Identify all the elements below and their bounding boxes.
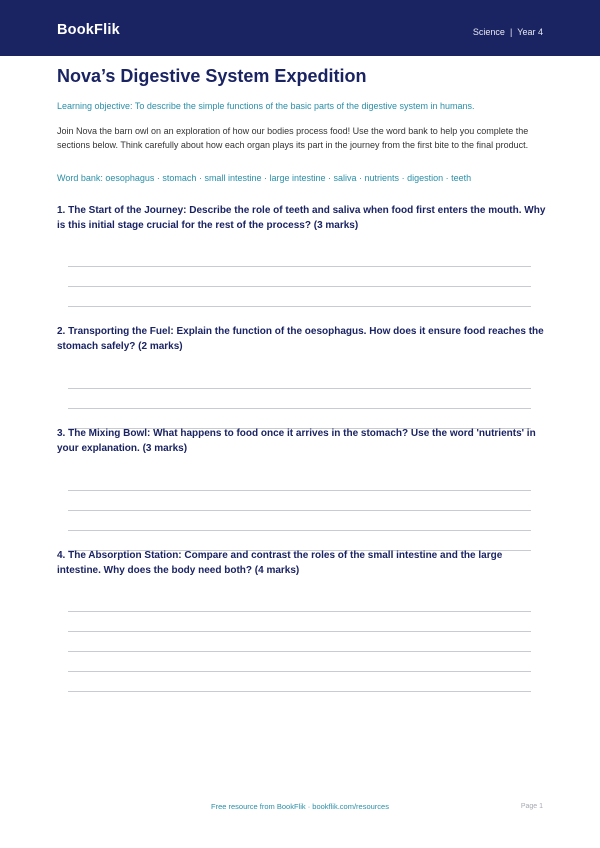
header-bar (0, 0, 600, 56)
word-bank-item: · nutrients (357, 173, 400, 183)
question-number: 3. (57, 428, 66, 439)
question-number: 1. (57, 205, 66, 216)
question-2 (57, 325, 547, 354)
answer-line[interactable] (68, 266, 531, 267)
question-text: The Absorption Station: Compare and contrast the roles of the small intestine and the large intestine. Why does the body need both? (4 marks) (57, 550, 503, 576)
word-bank-label: Word bank: (57, 173, 103, 183)
answer-line[interactable] (68, 631, 531, 632)
answer-line[interactable] (68, 691, 531, 692)
intro-paragraph: Join Nova the barn owl on an exploration of how our bodies process food! Use the word bank to help you complete the sections below. Think carefully about how each organ plays its part in the journey from the first bite to the final product. (57, 126, 529, 150)
question-text: The Mixing Bowl: What happens to food once it arrives in the stomach? Use the word 'nutrients' in your explanation. (3 marks) (57, 428, 536, 454)
answer-line[interactable] (68, 490, 531, 491)
answer-line[interactable] (68, 306, 531, 307)
learning-objective: Learning objective: To describe the simple functions of the basic parts of the digestive system in humans. (57, 101, 475, 111)
question-number: 4. (57, 550, 66, 561)
word-bank-words (105, 173, 471, 183)
answer-line[interactable] (68, 388, 531, 389)
answer-line[interactable] (68, 671, 531, 672)
answer-line[interactable] (68, 408, 531, 409)
separator: | (509, 27, 513, 37)
answer-line[interactable] (68, 611, 531, 612)
answer-line[interactable] (68, 651, 531, 652)
worksheet-title: Nova’s Digestive System Expedition (57, 66, 367, 86)
question-4 (57, 549, 547, 578)
year-label: Year 4 (517, 27, 543, 37)
word-bank-item: · saliva (326, 173, 357, 183)
brand-logo: BookFlik (57, 22, 120, 38)
word-bank-item: · small intestine (196, 173, 261, 183)
page-number: Page 1 (520, 803, 543, 810)
word-bank-item: · large intestine (261, 173, 325, 183)
subject-label: Science (472, 27, 505, 37)
word-bank-item: · digestion (399, 173, 443, 183)
question-3 (57, 427, 547, 456)
subject-year (473, 27, 543, 37)
word-bank-item: oesophagus (105, 173, 155, 183)
question-text: Transporting the Fuel: Explain the function of the oesophagus. How does it ensure food reaches the stomach safely? (2 marks) (57, 326, 544, 352)
question-text: The Start of the Journey: Describe the role of teeth and saliva when food first enters the mouth. Why is this initial stage crucial for the rest of the process? (3 marks) (57, 205, 546, 231)
footer-credit: Free resource from BookFlik · bookflik.com/resources (211, 802, 389, 811)
word-bank-item: · stomach (154, 173, 196, 183)
answer-line[interactable] (68, 510, 531, 511)
word-bank (57, 173, 547, 183)
word-bank-item: · teeth (443, 173, 471, 183)
question-number: 2. (57, 326, 66, 337)
answer-line[interactable] (68, 286, 531, 287)
answer-line[interactable] (68, 530, 531, 531)
question-1 (57, 204, 547, 233)
